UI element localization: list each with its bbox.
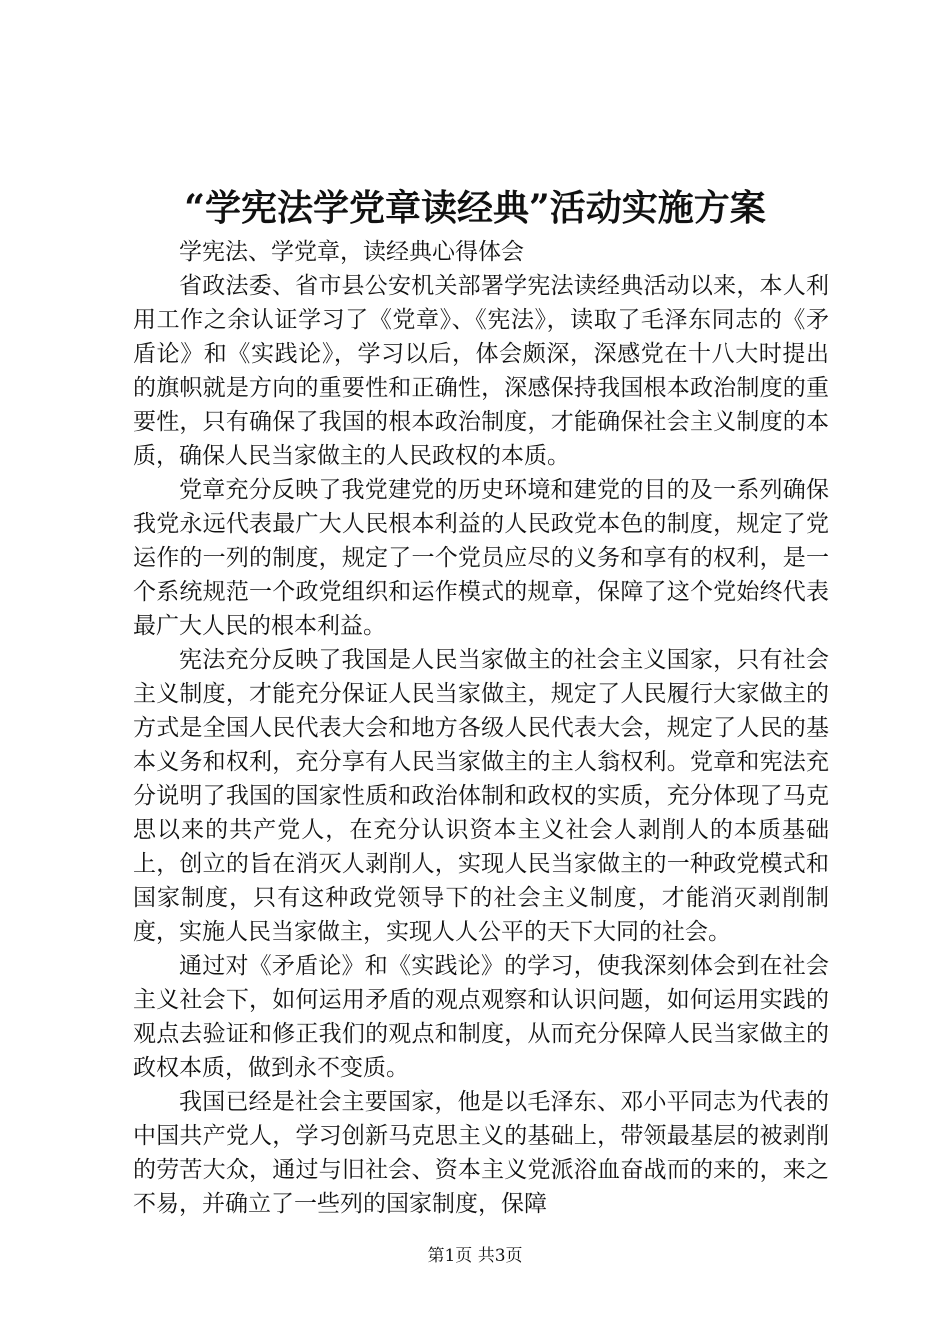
page-number-footer: 第1页 共3页 [427,1246,523,1266]
paragraph: 我国已经是社会主要国家，他是以毛泽东、邓小平同志为代表的中国共产党人，学习创新马克思主义的基础上，带领最基层的被剥削的劳苦大众，通过与旧社会、资本主义党派浴血奋战而的来的，来之不易，并确立了一些列的国家制度，保障 [133,1089,829,1217]
paragraph: 宪法充分反映了我国是人民当家做主的社会主义国家，只有社会主义制度，才能充分保证人民当家做主，规定了人民履行大家做主的方式是全国人民代表大会和地方各级人民代表大会，规定了人民的基本义务和权利，充分享有人民当家做主的主人翁权利。党章和宪法充分说明了我国的国家性质和政治体制和政权的实质，充分体现了马克思以来的共产党人，在充分认识资本主义社会人剥削人的本质基础上，创立的旨在消灭人剥削人，实现人民当家做主的一种政党模式和国家制度，只有这种政党领导下的社会主义制度，才能消灭剥削制度，实施人民当家做主，实现人人公平的天下大同的社会。 [133,647,829,945]
document-body [133,235,829,1221]
document-title: “学宪法学党章读经典”活动实施方案 [184,187,766,229]
paragraph-subtitle: 学宪法、学党章，读经典心得体会 [179,239,524,265]
paragraph: 党章充分反映了我党建党的历史环境和建党的目的及一系列确保我党永远代表最广大人民根本利益的人民政党本色的制度，规定了党运作的一列的制度，规定了一个党员应尽的义务和享有的权利，是一个系统规范一个政党组织和运作模式的规章，保障了这个党始终代表最广大人民的根本利益。 [133,477,829,639]
paragraph: 省政法委、省市县公安机关部署学宪法读经典活动以来，本人利用工作之余认证学习了《党章》、《宪法》，读取了毛泽东同志的《矛盾论》和《实践论》，学习以后，体会颇深，深感党在十八大时提出的旗帜就是方向的重要性和正确性，深感保持我国根本政治制度的重要性，只有确保了我国的根本政治制度，才能确保社会主义制度的本质，确保人民当家做主的人民政权的本质。 [133,273,829,469]
paragraph: 通过对《矛盾论》和《实践论》的学习，使我深刻体会到在社会主义社会下，如何运用矛盾的观点观察和认识问题，如何运用实践的观点去验证和修正我们的观点和制度，从而充分保障人民当家做主的政权本质，做到永不变质。 [133,953,829,1081]
